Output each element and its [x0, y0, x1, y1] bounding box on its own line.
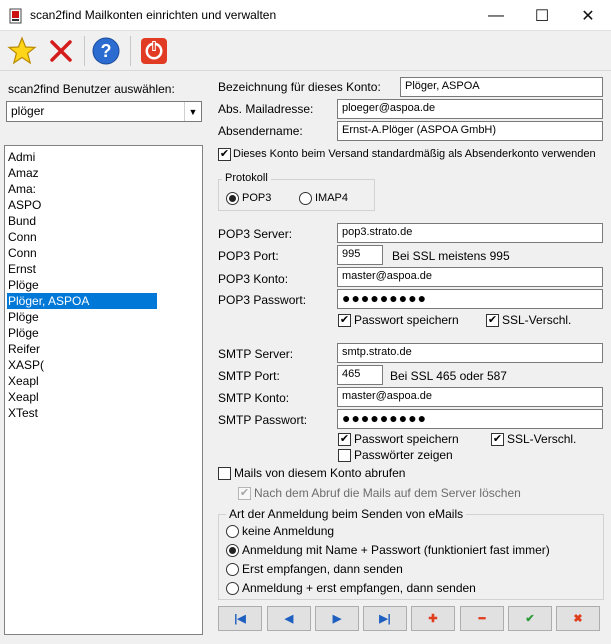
window-title: scan2find Mailkonten einrichten und verwalten — [30, 8, 277, 22]
account-list-item[interactable]: Plöge — [8, 310, 39, 324]
auth-option-radio[interactable] — [226, 525, 239, 538]
email-label: Abs. Mailadresse: — [218, 102, 314, 116]
account-list[interactable] — [4, 145, 203, 635]
delete-after-fetch-label: Nach dem Abruf die Mails auf dem Server löschen — [254, 486, 521, 500]
power-icon — [139, 36, 169, 66]
smtp-port-label: SMTP Port: — [218, 369, 280, 383]
favorite-button[interactable] — [6, 35, 38, 67]
imap4-radio[interactable] — [299, 192, 312, 205]
toolbar-separator — [84, 36, 85, 66]
smtp-port-input[interactable]: 465 — [337, 365, 383, 385]
toolbar-separator — [130, 36, 131, 66]
smtp-ssl-checkbox[interactable]: ✔ — [492, 433, 503, 445]
smtp-password-input[interactable]: ●●●●●●●●● — [337, 409, 603, 429]
account-list-item[interactable]: ASPO — [8, 198, 42, 212]
user-select-label: scan2find Benutzer auswählen: — [8, 82, 175, 96]
pop3-save-password-label: Passwort speichern — [354, 313, 459, 327]
auth-option-label: Erst empfangen, dann senden — [242, 562, 403, 576]
fetch-mails-checkbox[interactable] — [218, 467, 231, 480]
account-list-item[interactable]: Xeapl — [8, 390, 39, 404]
pop3-ssl-checkbox[interactable]: ✔ — [487, 314, 498, 326]
show-passwords-checkbox[interactable] — [338, 449, 351, 462]
account-list-item[interactable]: Plöger, ASPOA — [7, 293, 157, 309]
pop3-password-label: POP3 Passwort: — [218, 293, 307, 307]
smtp-account-label: SMTP Konto: — [218, 391, 290, 405]
smtp-port-hint: Bei SSL 465 oder 587 — [390, 369, 507, 383]
account-list-item[interactable]: Plöge — [8, 326, 39, 340]
account-name-label: Bezeichnung für dieses Konto: — [218, 80, 381, 94]
smtp-password-label: SMTP Passwort: — [218, 413, 308, 427]
pop3-radio-label: POP3 — [242, 192, 272, 204]
account-list-item[interactable]: Conn — [8, 246, 37, 260]
pop3-account-input[interactable]: master@aspoa.de — [337, 267, 603, 287]
email-input[interactable]: ploeger@aspoa.de — [337, 99, 603, 119]
prev-record-button[interactable]: ◀ — [267, 606, 311, 631]
user-combobox-value: plöger — [11, 104, 45, 118]
auth-option-radio[interactable] — [226, 582, 239, 595]
smtp-account-input[interactable]: master@aspoa.de — [337, 387, 603, 407]
auth-option-label: Anmeldung mit Name + Passwort (funktioniert fast immer) — [242, 543, 550, 557]
account-list-item[interactable]: Conn — [8, 230, 37, 244]
add-record-button[interactable]: ✚ — [411, 606, 455, 631]
show-passwords-label: Passwörter zeigen — [354, 448, 453, 462]
minimize-button[interactable]: — — [488, 6, 504, 24]
auth-option-radio[interactable] — [226, 544, 239, 557]
pop3-ssl-label: SSL-Verschl. — [502, 313, 572, 327]
cancel-button[interactable]: ✖ — [556, 606, 600, 631]
app-icon — [8, 8, 24, 24]
delete-button[interactable] — [45, 35, 77, 67]
account-list-item[interactable]: Reifer — [8, 342, 41, 356]
account-list-item[interactable]: Amaz — [8, 166, 39, 180]
maximize-button[interactable]: ☐ — [534, 7, 550, 25]
account-list-item[interactable]: Ernst — [8, 262, 37, 276]
pop3-save-password-checkbox[interactable]: ✔ — [339, 314, 350, 326]
help-button[interactable] — [90, 35, 122, 67]
sender-name-label: Absendername: — [218, 124, 303, 138]
close-button[interactable]: ✕ — [581, 7, 595, 25]
pop3-port-hint: Bei SSL meistens 995 — [392, 249, 510, 263]
protocol-group-label: Protokoll — [222, 172, 271, 184]
next-record-button[interactable]: ▶ — [315, 606, 359, 631]
account-name-input[interactable]: Plöger, ASPOA — [400, 77, 603, 97]
account-list-item[interactable]: XASP( — [8, 358, 45, 372]
auth-option-label: Anmeldung + erst empfangen, dann senden — [242, 581, 476, 595]
account-list-item[interactable]: XTest — [8, 406, 39, 420]
auth-option-radio[interactable] — [226, 563, 239, 576]
smtp-save-password-checkbox[interactable]: ✔ — [339, 433, 350, 445]
default-account-checkbox[interactable]: ✔ — [219, 148, 230, 160]
svg-text:?: ? — [100, 41, 112, 61]
account-list-item[interactable]: Ama: — [8, 182, 37, 196]
imap4-radio-label: IMAP4 — [315, 192, 349, 204]
delete-after-fetch-checkbox[interactable]: ✔ — [239, 487, 250, 499]
star-icon — [7, 36, 37, 66]
account-list-item[interactable]: Plöge — [8, 278, 39, 292]
pop3-port-input[interactable]: 995 — [337, 245, 383, 265]
sender-name-input[interactable]: Ernst-A.Plöger (ASPOA GmbH) — [337, 121, 603, 141]
smtp-ssl-label: SSL-Verschl. — [507, 432, 577, 446]
auth-group-label: Art der Anmeldung beim Senden von eMails — [226, 507, 466, 521]
pop3-server-label: POP3 Server: — [218, 227, 293, 241]
fetch-mails-label: Mails von diesem Konto abrufen — [234, 466, 406, 480]
x-icon — [47, 37, 75, 65]
first-record-button[interactable]: |◀ — [218, 606, 262, 631]
exit-button[interactable] — [138, 35, 170, 67]
confirm-button[interactable]: ✔ — [508, 606, 552, 631]
auth-option-label: keine Anmeldung — [242, 524, 335, 538]
smtp-server-input[interactable]: smtp.strato.de — [337, 343, 603, 363]
account-list-item[interactable]: Admi — [8, 150, 36, 164]
account-list-item[interactable]: Bund — [8, 214, 37, 228]
smtp-server-label: SMTP Server: — [218, 347, 294, 361]
smtp-save-password-label: Passwort speichern — [354, 432, 459, 446]
pop3-server-input[interactable]: pop3.strato.de — [337, 223, 603, 243]
user-combobox[interactable] — [6, 101, 202, 122]
pop3-radio[interactable] — [226, 192, 239, 205]
delete-record-button[interactable]: ━ — [460, 606, 504, 631]
last-record-button[interactable]: ▶| — [363, 606, 407, 631]
question-icon — [91, 36, 121, 66]
pop3-port-label: POP3 Port: — [218, 249, 279, 263]
chevron-down-icon[interactable]: ▼ — [184, 102, 201, 121]
pop3-account-label: POP3 Konto: — [218, 272, 289, 286]
default-account-label: Dieses Konto beim Versand standardmäßig als Absenderkonto verwenden — [233, 148, 596, 160]
pop3-password-input[interactable]: ●●●●●●●●● — [337, 289, 603, 309]
account-list-item[interactable]: Xeapl — [8, 374, 39, 388]
